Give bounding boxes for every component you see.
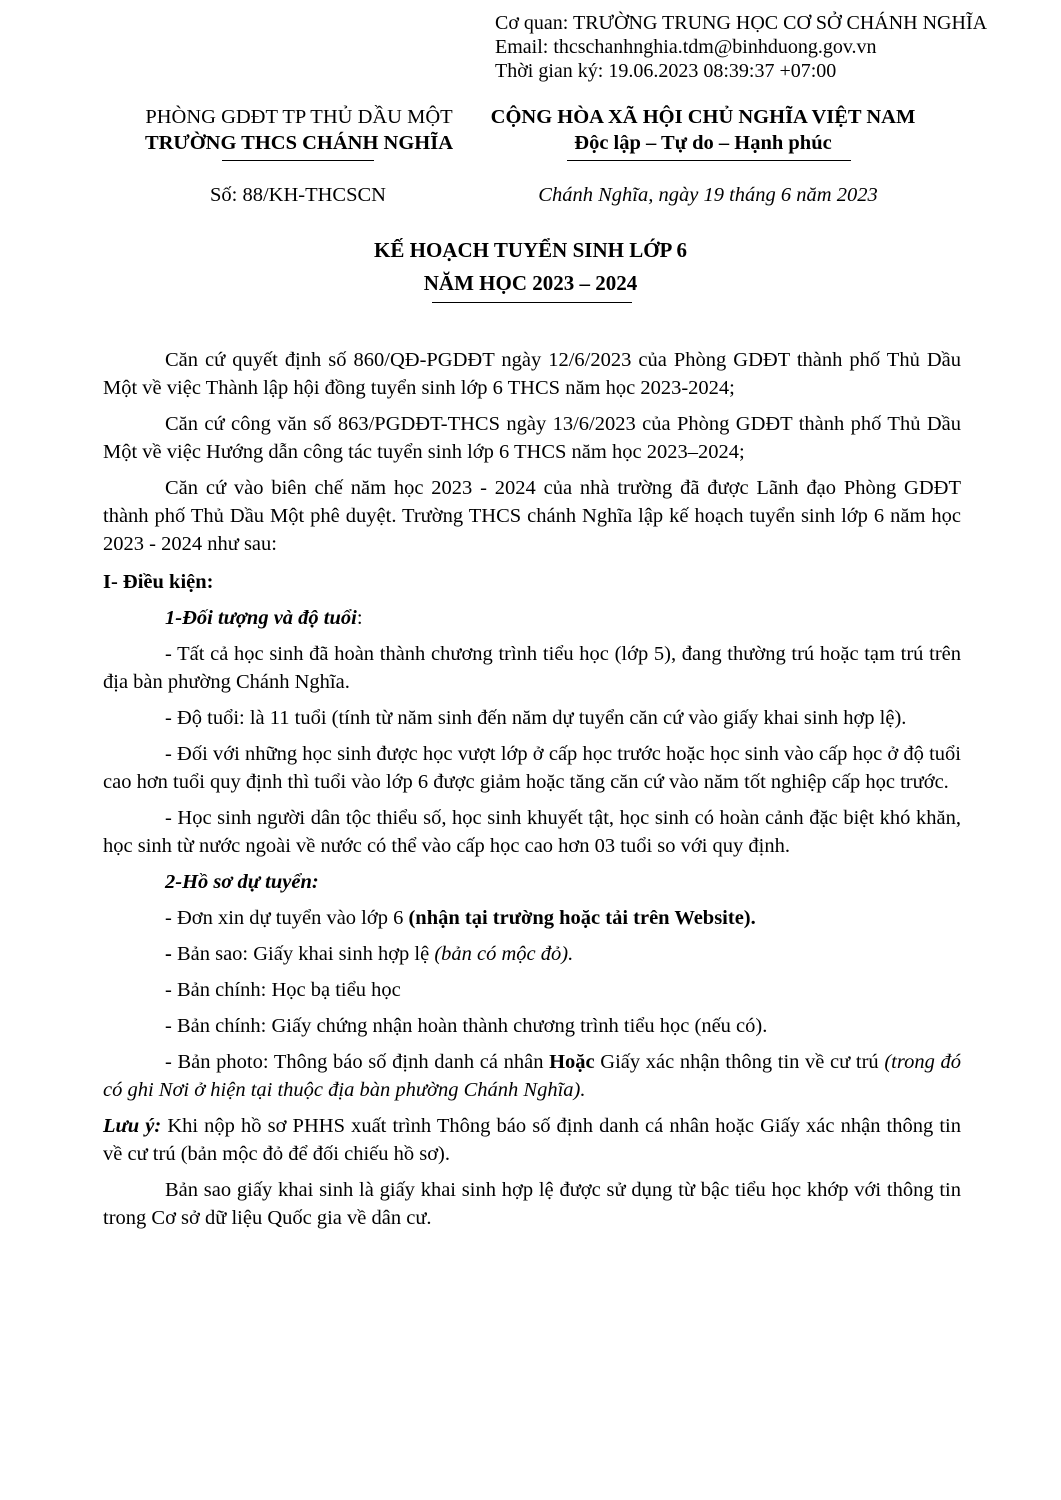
subsection-1-text: 1-Đối tượng và độ tuổi: [165, 607, 357, 629]
section-heading-1: I- Điều kiện:: [103, 571, 214, 593]
subsection-heading-1: [103, 604, 961, 632]
subsection-heading-2: 2-Hồ sơ dự tuyển:: [165, 871, 319, 893]
document-item-1-text: - Đơn xin dự tuyển vào lớp 6: [165, 907, 409, 929]
signature-time: Thời gian ký: 19.06.2023 08:39:37 +07:00: [495, 60, 837, 82]
national-motto: Độc lập – Tự do – Hạnh phúc: [574, 132, 832, 154]
note-paragraph: [103, 1112, 961, 1168]
issuer-department: PHÒNG GDĐT TP THỦ DẦU MỘT: [145, 106, 453, 128]
legal-basis-2: Căn cứ công văn số 863/PGDĐT-THCS ngày 13/6/2023 của Phòng GDĐT thành phố Thủ Dầu Một về việc Hướng dẫn công tác tuyển sinh lớp 6 THCS năm học 2023–2024;: [103, 413, 961, 463]
document-item-4: - Bản chính: Giấy chứng nhận hoàn thành chương trình tiểu học (nếu có).: [165, 1015, 768, 1037]
final-paragraph: Bản sao giấy khai sinh là giấy khai sinh hợp lệ được sử dụng từ bậc tiểu học khớp với thông tin trong Cơ sở dữ liệu Quốc gia về dân cư.: [103, 1179, 961, 1229]
title-line-1: KẾ HOẠCH TUYỂN SINH LỚP 6: [374, 238, 687, 262]
document-item-5-text-b: Giấy xác nhận thông tin về cư trú: [594, 1051, 879, 1073]
document-number: Số: 88/KH-THCSCN: [210, 184, 386, 206]
issuer-header: [120, 104, 478, 156]
document-item-1: [103, 904, 961, 932]
document-item-3: - Bản chính: Học bạ tiểu học: [165, 979, 401, 1001]
subsection-1-colon: :: [356, 607, 363, 629]
issuer-school: TRƯỜNG THCS CHÁNH NGHĨA: [144, 132, 454, 154]
document-item-2: [103, 940, 961, 968]
national-header: [468, 104, 938, 156]
document-body: [103, 346, 961, 1232]
document-item-2-dash: -: [165, 943, 172, 965]
document-item-5-italic: (trong đó có ghi Nơi ở hiện tại thuộc địa bàn phường Chánh Nghĩa).: [103, 1051, 961, 1101]
motto-underline: [567, 160, 851, 161]
eligibility-item-1: - Tất cả học sinh đã hoàn thành chương trình tiểu học (lớp 5), đang thường trú hoặc tạm trú trên địa bàn phường Chánh Nghĩa.: [103, 643, 961, 693]
document-item-1-bold: (nhận tại trường hoặc tải trên Website).: [408, 907, 756, 929]
digital-signature-block: [495, 11, 987, 83]
document-item-5-text-a: - Bản photo: Thông báo số định danh cá nhân: [165, 1051, 550, 1073]
eligibility-item-2: - Độ tuổi: là 11 tuổi (tính từ năm sinh đến năm dự tuyển căn cứ vào giấy khai sinh hợp lệ).: [165, 707, 907, 729]
document-item-5: [103, 1048, 961, 1104]
issuer-underline: [222, 160, 374, 161]
legal-basis-1: Căn cứ quyết định số 860/QĐ-PGDĐT ngày 12/6/2023 của Phòng GDĐT thành phố Thủ Dầu Một về việc Thành lập hội đồng tuyển sinh lớp 6 THCS năm học 2023-2024;: [103, 349, 961, 399]
document-item-5-bold: Hoặc: [549, 1051, 595, 1073]
signature-email: Email: thcschanhnghia.tdm@binhduong.gov.vn: [495, 36, 877, 58]
document-item-2-text: Bản sao: Giấy khai sinh hợp lệ: [171, 943, 435, 965]
note-label: Lưu ý:: [103, 1115, 162, 1137]
title-line-2: NĂM HỌC 2023 – 2024: [423, 271, 638, 295]
document-title: [80, 234, 981, 300]
title-underline: [432, 302, 632, 303]
eligibility-item-3: - Đối với những học sinh được học vượt lớp ở cấp học trước hoặc học sinh vào cấp học ở độ tuổi cao hơn tuổi quy định thì tuổi vào lớp 6 được giảm hoặc tăng căn cứ vào năm tốt nghiệp cấp học trước.: [103, 743, 961, 793]
eligibility-item-4: - Học sinh người dân tộc thiểu số, học sinh khuyết tật, học sinh có hoàn cảnh đặc biệt khó khăn, học sinh từ nước ngoài về nước có thể vào cấp học cao hơn 03 tuổi so với quy định.: [103, 807, 961, 857]
national-title: CỘNG HÒA XÃ HỘI CHỦ NGHĨA VIỆT NAM: [490, 106, 916, 128]
legal-basis-3: Căn cứ vào biên chế năm học 2023 - 2024 của nhà trường đã được Lãnh đạo Phòng GDĐT thành phố Thủ Dầu Một phê duyệt. Trường THCS chánh Nghĩa lập kế hoạch tuyển sinh lớp 6 năm học 2023 - 2024 như sau:: [103, 477, 961, 555]
place-date: Chánh Nghĩa, ngày 19 tháng 6 năm 2023: [538, 184, 878, 206]
note-text: Khi nộp hồ sơ PHHS xuất trình Thông báo số định danh cá nhân hoặc Giấy xác nhận thông tin về cư trú (bản mộc đỏ để đối chiếu hồ sơ).: [103, 1115, 961, 1165]
signature-agency: Cơ quan: TRƯỜNG TRUNG HỌC CƠ SỞ CHÁNH NGHĨA: [495, 12, 988, 34]
document-item-2-italic: (bản có mộc đỏ).: [434, 943, 574, 965]
